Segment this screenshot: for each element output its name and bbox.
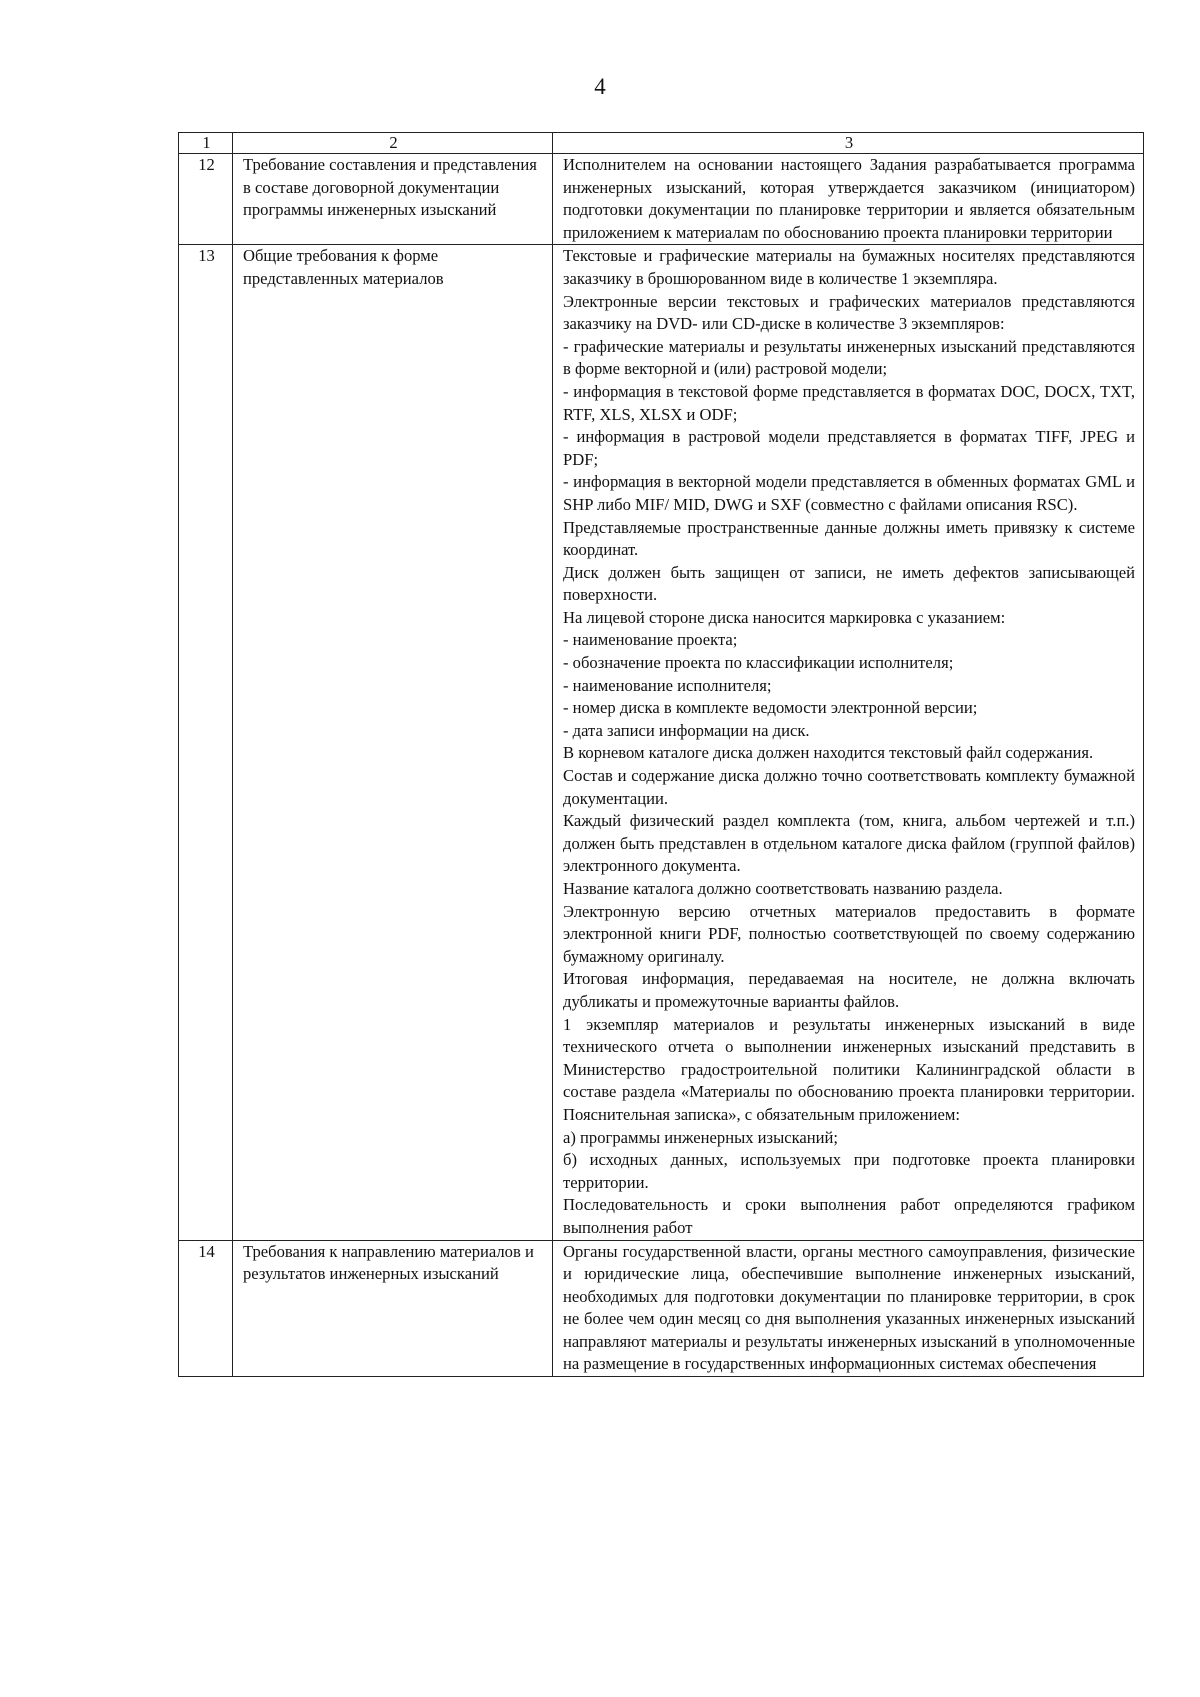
row-number: 13 [179,245,233,1240]
row-number: 14 [179,1240,233,1377]
content-paragraph: Электронные версии текстовых и графических материалов представляются заказчику на DVD- или CD-диске в количестве 3 экземпляров: [563,291,1135,334]
content-paragraph: Текстовые и графические материалы на бумажных носителях представляются заказчику в брошюрованном виде в количестве 1 экземпляра. [563,246,1135,288]
content-paragraph: Последовательность и сроки выполнения работ определяются графиком выполнения работ [563,1195,1135,1237]
requirement-title [233,154,553,245]
requirement-title-text: Общие требования к форме представленных материалов [243,246,444,288]
content-paragraph: - наименование проекта; [563,630,738,650]
content-paragraph: Состав и содержание диска должно точно соответствовать комплекту бумажной документации. [563,766,1135,808]
content-paragraph: В корневом каталоге диска должен находится текстовый файл содержания. [563,743,1094,763]
table-row [179,1240,1144,1377]
table-header-row [179,133,1144,154]
requirement-title-text: Требования к направлению материалов и результатов инженерных изысканий [243,1241,534,1284]
content-paragraph: Название каталога должно соответствовать названию раздела. [563,879,1003,898]
content-paragraph: - информация в векторной модели представляется в обменных форматах GML и SHP либо MIF/ MID, DWG и SXF (совместно с файлами описания RSC). [563,472,1135,514]
content-paragraph: - информация в текстовой форме представляется в форматах DOC, DOCX, TXT, RTF, XLS, XLSX и ODF; [563,381,1135,424]
content-paragraph: Каждый физический раздел комплекта (том, книга, альбом чертежей и т.п.) должен быть представлен в отдельном каталоге диска файлом (группой файлов) электронного документа. [563,811,1135,876]
requirement-content [553,154,1144,245]
content-paragraph: Органы государственной власти, органы местного самоуправления, физические и юридические лица, обеспечившие выполнение инженерных изысканий, необходимых для подготовки документации по планировке территории, в срок не более чем один месяц со дня выполнения указанных инженерных изысканий направляют материалы и результаты инженерных изысканий в уполномоченные на размещение в государственных информационных системах обеспечения [563,1241,1135,1374]
requirement-title [233,1240,553,1377]
content-paragraph: - графические материалы и результаты инженерных изысканий представляются в форме векторной и (или) растровой модели; [563,336,1135,379]
requirement-title-text: Требование составления и представления в составе договорной документации программы инженерных изысканий [243,155,537,220]
requirement-title [233,245,553,1240]
content-paragraph: Итоговая информация, передаваемая на носителе, не должна включать дубликаты и промежуточные варианты файлов. [563,969,1135,1011]
row-number: 12 [179,154,233,245]
content-paragraph: а) программы инженерных изысканий; [563,1127,839,1147]
content-paragraph: - информация в растровой модели представляется в форматах TIFF, JPEG и PDF; [563,427,1135,469]
content-paragraph: Диск должен быть защищен от записи, не иметь дефектов записывающей поверхности. [563,562,1135,605]
content-paragraph: - номер диска в комплекте ведомости электронной версии; [563,698,978,718]
content-paragraph: Исполнителем на основании настоящего Задания разрабатывается программа инженерных изысканий, которая утверждается заказчиком (инициатором) подготовки документации по планировке территории и является обязательным приложением к материалам по обоснованию проекта планировки территории [563,155,1135,242]
column-number-1: 1 [179,133,233,154]
column-number-3: 3 [553,133,1144,154]
table-row [179,245,1144,1240]
column-number-2: 2 [233,133,553,154]
content-paragraph: Электронную версию отчетных материалов предоставить в формате электронной книги PDF, полностью соответствующей по своему содержанию бумажному оригиналу. [563,901,1135,966]
requirement-content [553,245,1144,1240]
content-paragraph: б) исходных данных, используемых при подготовке проекта планировки территории. [563,1150,1135,1192]
table-row [179,154,1144,245]
requirement-content [553,1240,1144,1377]
content-paragraph: - обозначение проекта по классификации исполнителя; [563,653,954,673]
content-paragraph: Представляемые пространственные данные должны иметь привязку к системе координат. [563,517,1135,560]
content-paragraph: - наименование исполнителя; [563,675,772,695]
content-paragraph: На лицевой стороне диска наносится маркировка с указанием: [563,607,1006,627]
page-number: 4 [594,74,606,99]
content-paragraph: - дата записи информации на диск. [563,720,810,740]
requirements-table [178,132,1144,1377]
content-paragraph: 1 экземпляр материалов и результаты инженерных изысканий в виде технического отчета о выполнении инженерных изысканий представить в Министерство градостроительной политики Калининградской области в составе раздела «Материалы по обоснованию проекта планировки территории. Пояснительная записка», с обязательным приложением: [563,1014,1135,1124]
